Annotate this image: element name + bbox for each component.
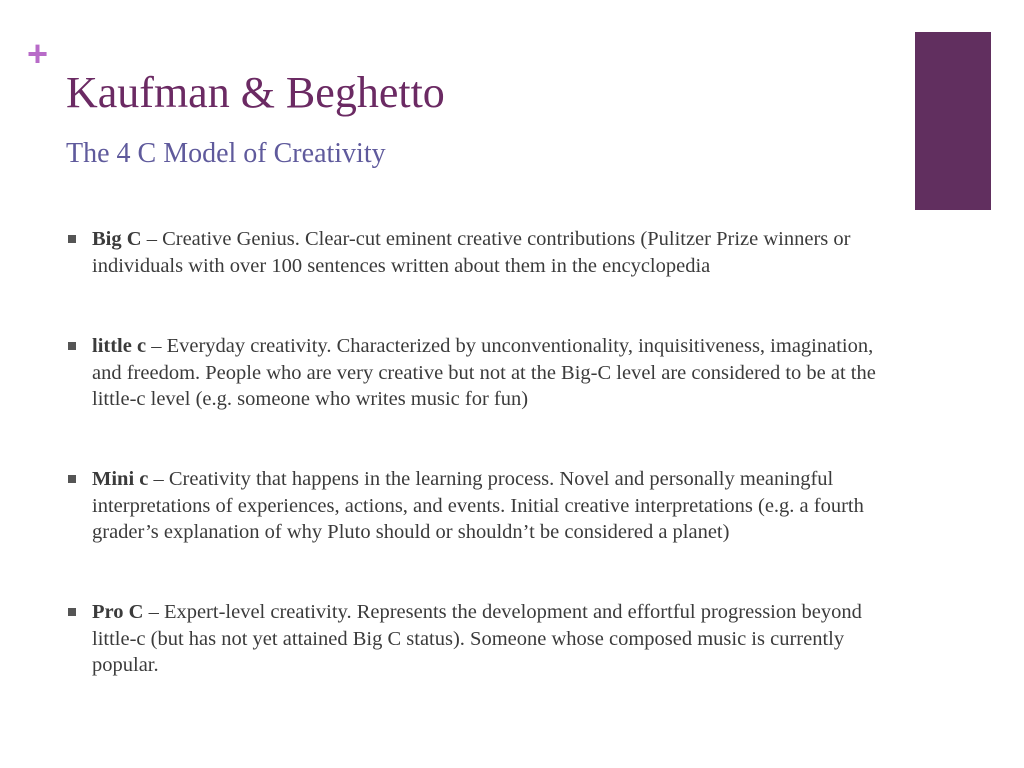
square-bullet-icon <box>68 342 76 350</box>
bullet-text: – Creativity that happens in the learning process. Novel and personally meaningful interpretations of experiences, actions, and events. Initial creative interpretations (e.g. a fourth grader’s explanation of why Pluto should or shouldn’t be considered a planet) <box>92 468 864 543</box>
bullet-text: – Creative Genius. Clear-cut eminent creative contributions (Pulitzer Prize winners or individuals with over 100 sentences written about them in the encyclopedia <box>92 228 851 277</box>
bullet-term: Mini c <box>92 468 149 490</box>
bullet-item-pro-c <box>66 599 906 679</box>
square-bullet-icon <box>68 235 76 243</box>
bullet-text: – Everyday creativity. Characterized by unconventionality, inquisitiveness, imagination, and freedom. People who are very creative but not at the Big-C level are considered to be at the little-c level (e.g. someone who writes music for fun) <box>92 335 876 410</box>
accent-bar <box>915 32 991 210</box>
bullet-item-little-c <box>66 333 906 413</box>
slide-subtitle: The 4 C Model of Creativity <box>66 138 386 169</box>
bullet-term: little c <box>92 335 147 357</box>
bullet-item-big-c <box>66 226 906 279</box>
bullet-item-mini-c <box>66 466 906 546</box>
slide-title: Kaufman & Beghetto <box>66 68 445 117</box>
square-bullet-icon <box>68 475 76 483</box>
bullet-text: – Expert-level creativity. Represents the development and effortful progression beyond little-c (but has not yet attained Big C status). Someone whose composed music is currently popular. <box>92 601 862 676</box>
bullet-term: Pro C <box>92 601 144 623</box>
bullet-term: Big C <box>92 228 142 250</box>
square-bullet-icon <box>68 608 76 616</box>
plus-icon: + <box>27 33 49 74</box>
